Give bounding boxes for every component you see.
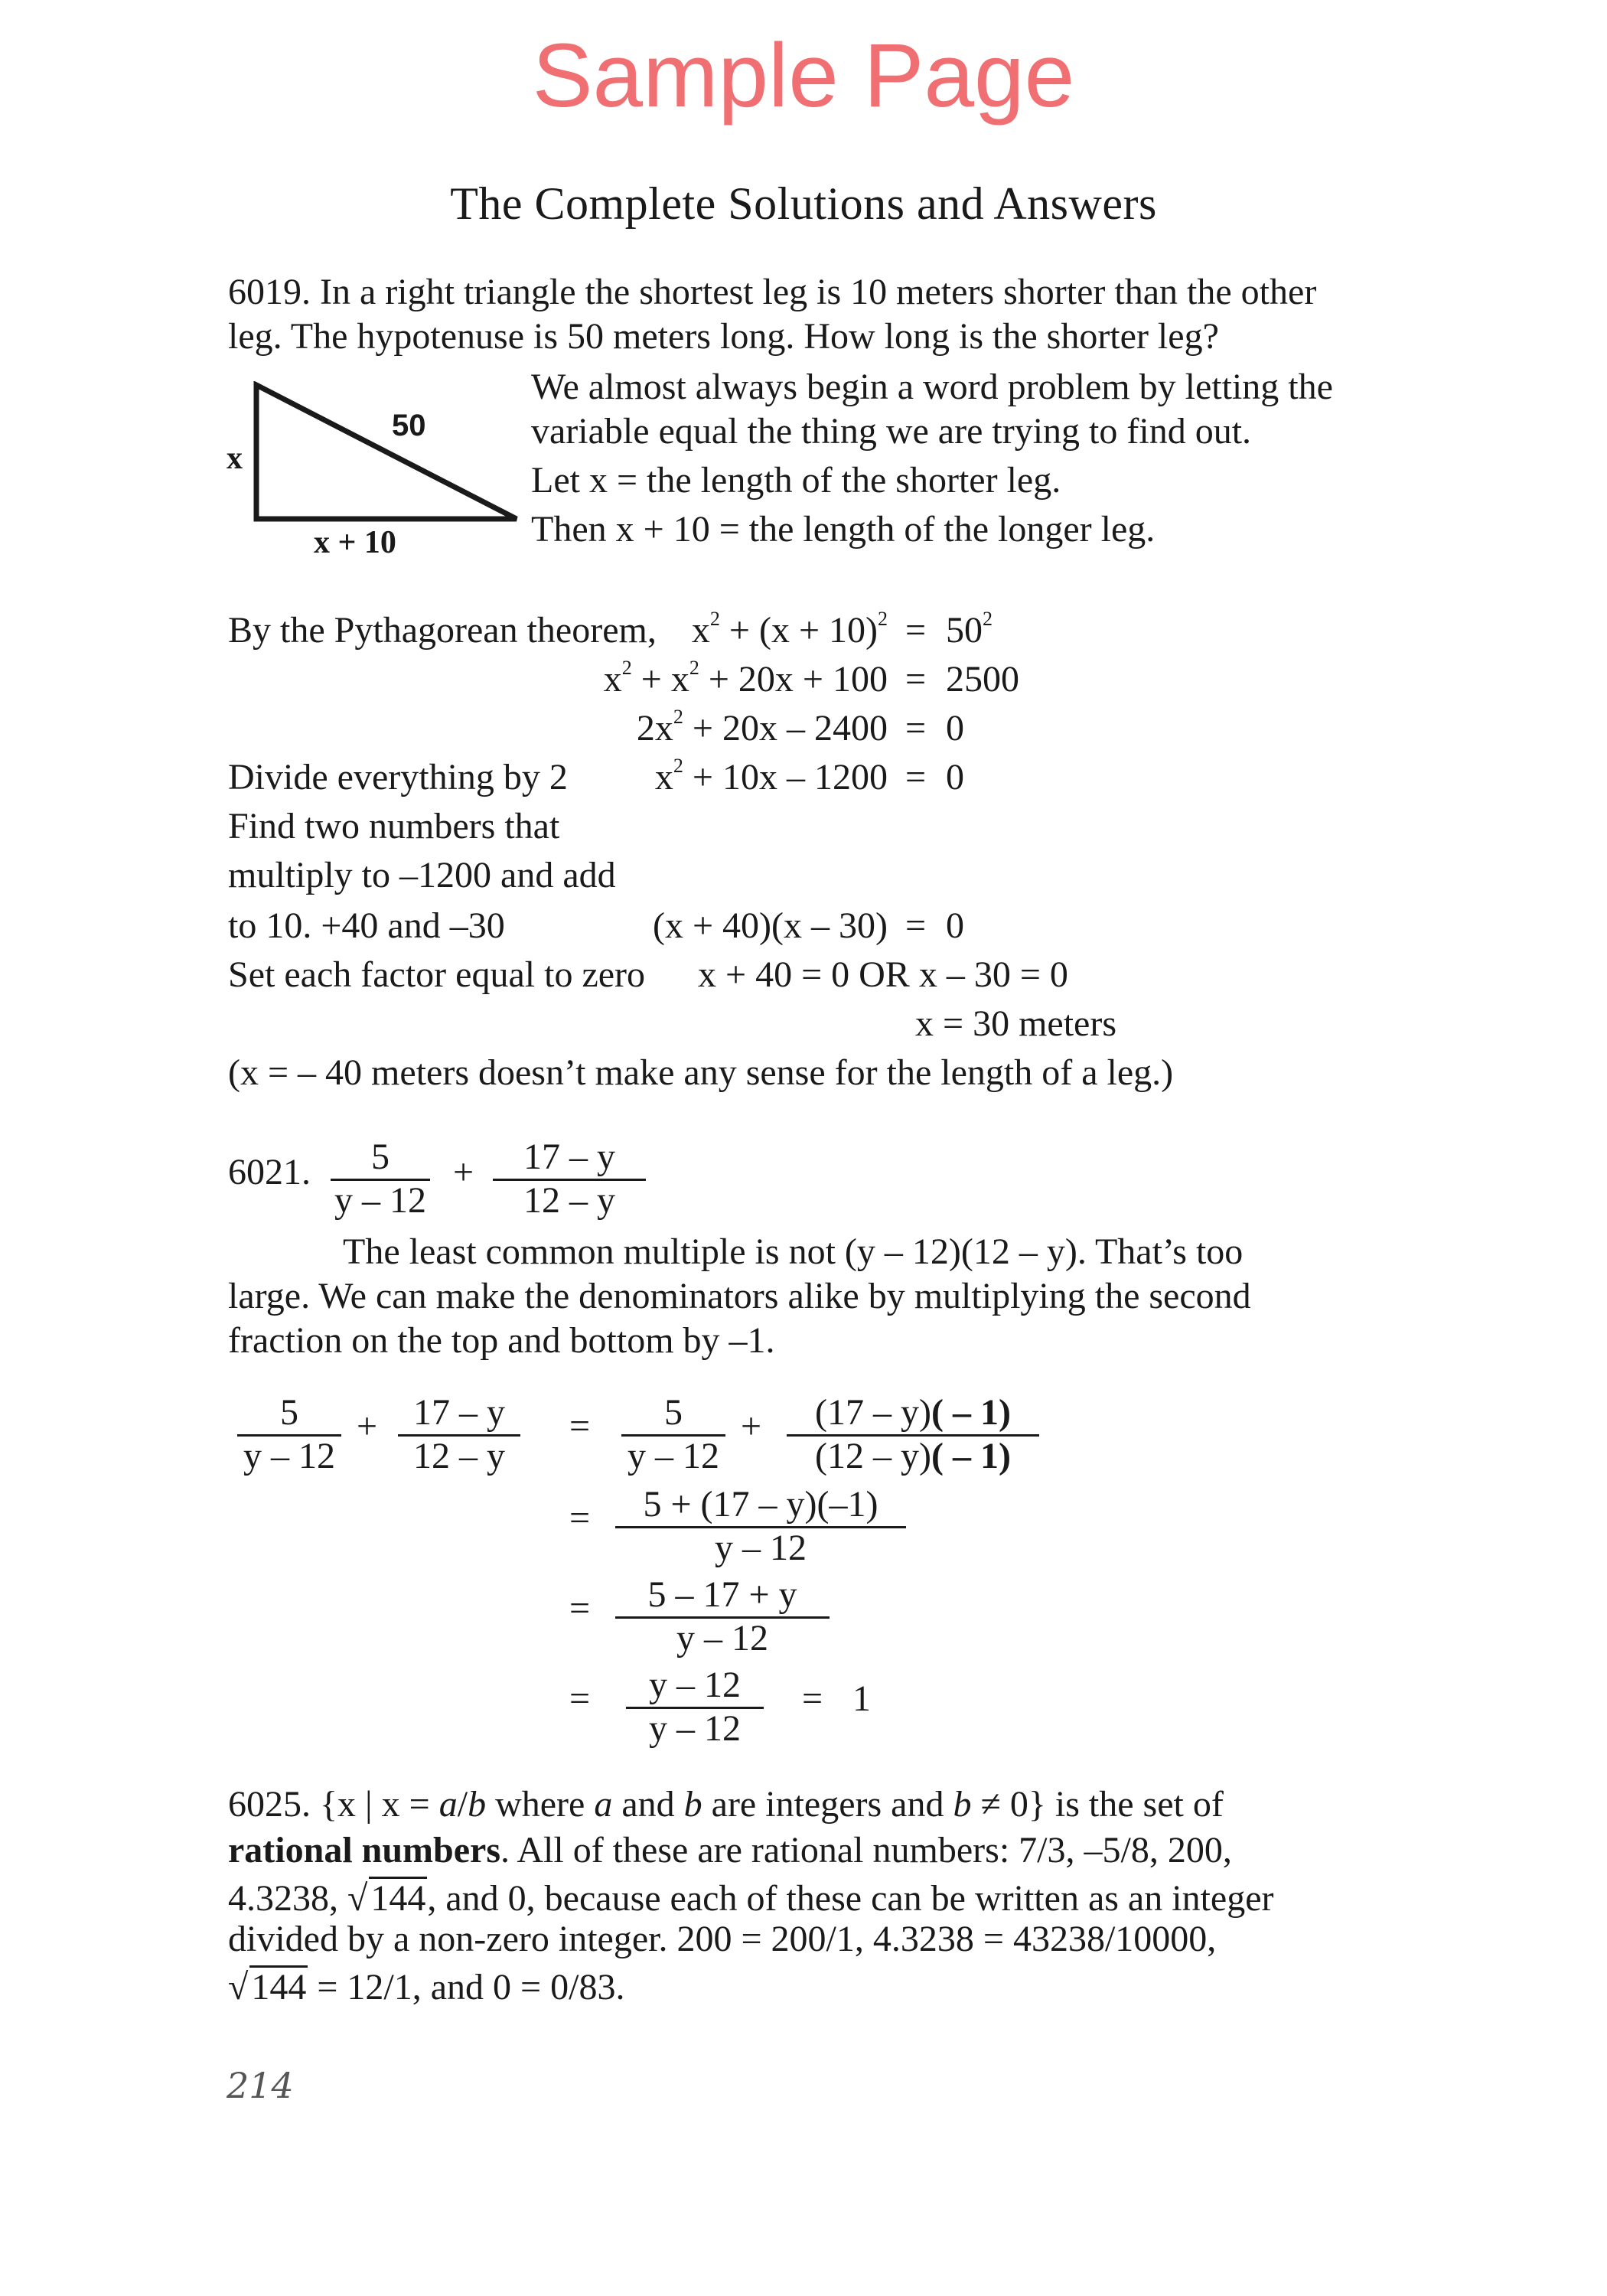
step1-plus-a: +	[357, 1406, 378, 1446]
step2-equals: =	[569, 1498, 591, 1538]
equation-3-equals: =	[905, 708, 927, 748]
answer-6019: x = 30 meters	[915, 1003, 1117, 1044]
equation-1-rhs: $50^2$	[946, 608, 993, 651]
problem-6025-line-4: divided by a non-zero integer. 200 = 200/1, 4.3238 = 43238/10000,	[228, 1919, 1217, 1959]
equation-1-lhs: $x^2 + (x + 10)^2$	[691, 608, 888, 651]
equation-1-equals: =	[905, 610, 927, 651]
page-number: 214	[227, 2065, 294, 2106]
problem-6025-line-2: rational numbers. All of these are rational numbers: 7/3, –5/8, 200,	[228, 1830, 1232, 1870]
note-6019: (x = – 40 meters doesn’t make any sense for the length of a leg.)	[228, 1052, 1174, 1093]
intro-line-3: Let x = the length of the shorter leg.	[531, 460, 1061, 501]
intro-line-4: Then x + 10 = the length of the longer leg.	[531, 509, 1156, 550]
lcm-text-line-2: large. We can make the denominators alike by multiplying the second	[228, 1276, 1251, 1316]
problem-6025-line-5: √144 = 12/1, and 0 = 0/83.	[228, 1967, 625, 2007]
problem-6025-line-3: 4.3238, √144, and 0, because each of these can be written as an integer	[228, 1878, 1274, 1919]
step3-fraction: $\frac{5 - 17 + y}{y - 12}$	[615, 1577, 830, 1657]
intro-line-2: variable equal the thing we are trying to find out.	[531, 411, 1252, 452]
long-leg-label: x + 10	[314, 525, 396, 560]
step1-fraction-d: $\frac{(17 - y)( - 1)}{(12 - y)( - 1)}$	[787, 1394, 1039, 1475]
equation-5-rhs: 0	[946, 905, 964, 946]
step1-fraction-b: $\frac{17 - y}{12 - y}$	[398, 1394, 520, 1475]
step1-plus-b: +	[741, 1406, 762, 1446]
lcm-text-line-3: fraction on the top and bottom by –1.	[228, 1320, 775, 1361]
equation-2-lhs: $x^2 + x^2 + 20x + 100$	[603, 657, 888, 700]
step4-equals-result: =	[802, 1678, 823, 1719]
factor-equations: x + 40 = 0 OR x – 30 = 0	[698, 954, 1068, 995]
step2-fraction: $\frac{5 + (17 - y)(-1)}{y - 12}$	[615, 1486, 906, 1567]
equation-2-rhs: 2500	[946, 659, 1019, 700]
step4-equals: =	[569, 1678, 591, 1719]
equation-4-rhs: 0	[946, 757, 964, 797]
problem-fraction-2: $\frac{17 - y}{12 - y}$	[493, 1139, 646, 1219]
step3-equals: =	[569, 1588, 591, 1629]
step1-equals: =	[569, 1406, 591, 1446]
intro-line-1: We almost always begin a word problem by letting the	[531, 367, 1333, 407]
equation-5-lhs: (x + 40)(x – 30)	[652, 905, 888, 946]
divide-note: Divide everything by 2	[228, 757, 568, 797]
short-leg-label: x	[227, 441, 243, 476]
problem-plus: +	[453, 1152, 474, 1192]
pythagorean-lead: By the Pythagorean theorem,	[228, 610, 657, 651]
step4-fraction: $\frac{y - 12}{y - 12}$	[626, 1667, 764, 1747]
triangle-figure	[253, 381, 536, 530]
sample-page-stamp: Sample Page	[532, 25, 1075, 126]
equation-3-lhs: $2x^2 + 20x - 2400$	[636, 706, 888, 748]
set-zero-note: Set each factor equal to zero	[228, 954, 646, 995]
equation-5-equals: =	[905, 905, 927, 946]
right-triangle-diagram	[253, 381, 536, 527]
equation-3-rhs: 0	[946, 708, 964, 748]
equation-4-equals: =	[905, 757, 927, 797]
equation-2-equals: =	[905, 659, 927, 700]
equation-4-lhs: $x^2 + 10x - 1200$	[654, 755, 888, 797]
page-title: The Complete Solutions and Answers	[450, 178, 1157, 229]
problem-6019-line-1: 6019. In a right triangle the shortest leg is 10 meters shorter than the other	[228, 272, 1317, 312]
lcm-text-line-1: The least common multiple is not (y – 12)(12 – y). That’s too	[343, 1231, 1244, 1272]
find-line-1: Find two numbers that	[228, 806, 560, 846]
step4-result: 1	[852, 1678, 871, 1719]
problem-6025-line-1: 6025. {x | x = a/b where a and b are integers and b ≠ 0} is the set of	[228, 1784, 1224, 1825]
problem-6019-line-2: leg. The hypotenuse is 50 meters long. How long is the shorter leg?	[228, 316, 1219, 357]
step1-fraction-a: $\frac{5}{y - 12}$	[237, 1394, 341, 1475]
find-line-2: multiply to –1200 and add	[228, 855, 616, 895]
hypotenuse-label: 50	[392, 409, 426, 442]
problem-6021-number: 6021.	[228, 1152, 311, 1192]
problem-fraction-1: $\frac{5}{y - 12}$	[331, 1139, 430, 1219]
step1-fraction-c: $\frac{5}{y - 12}$	[621, 1394, 725, 1475]
find-line-3: to 10. +40 and –30	[228, 905, 505, 946]
